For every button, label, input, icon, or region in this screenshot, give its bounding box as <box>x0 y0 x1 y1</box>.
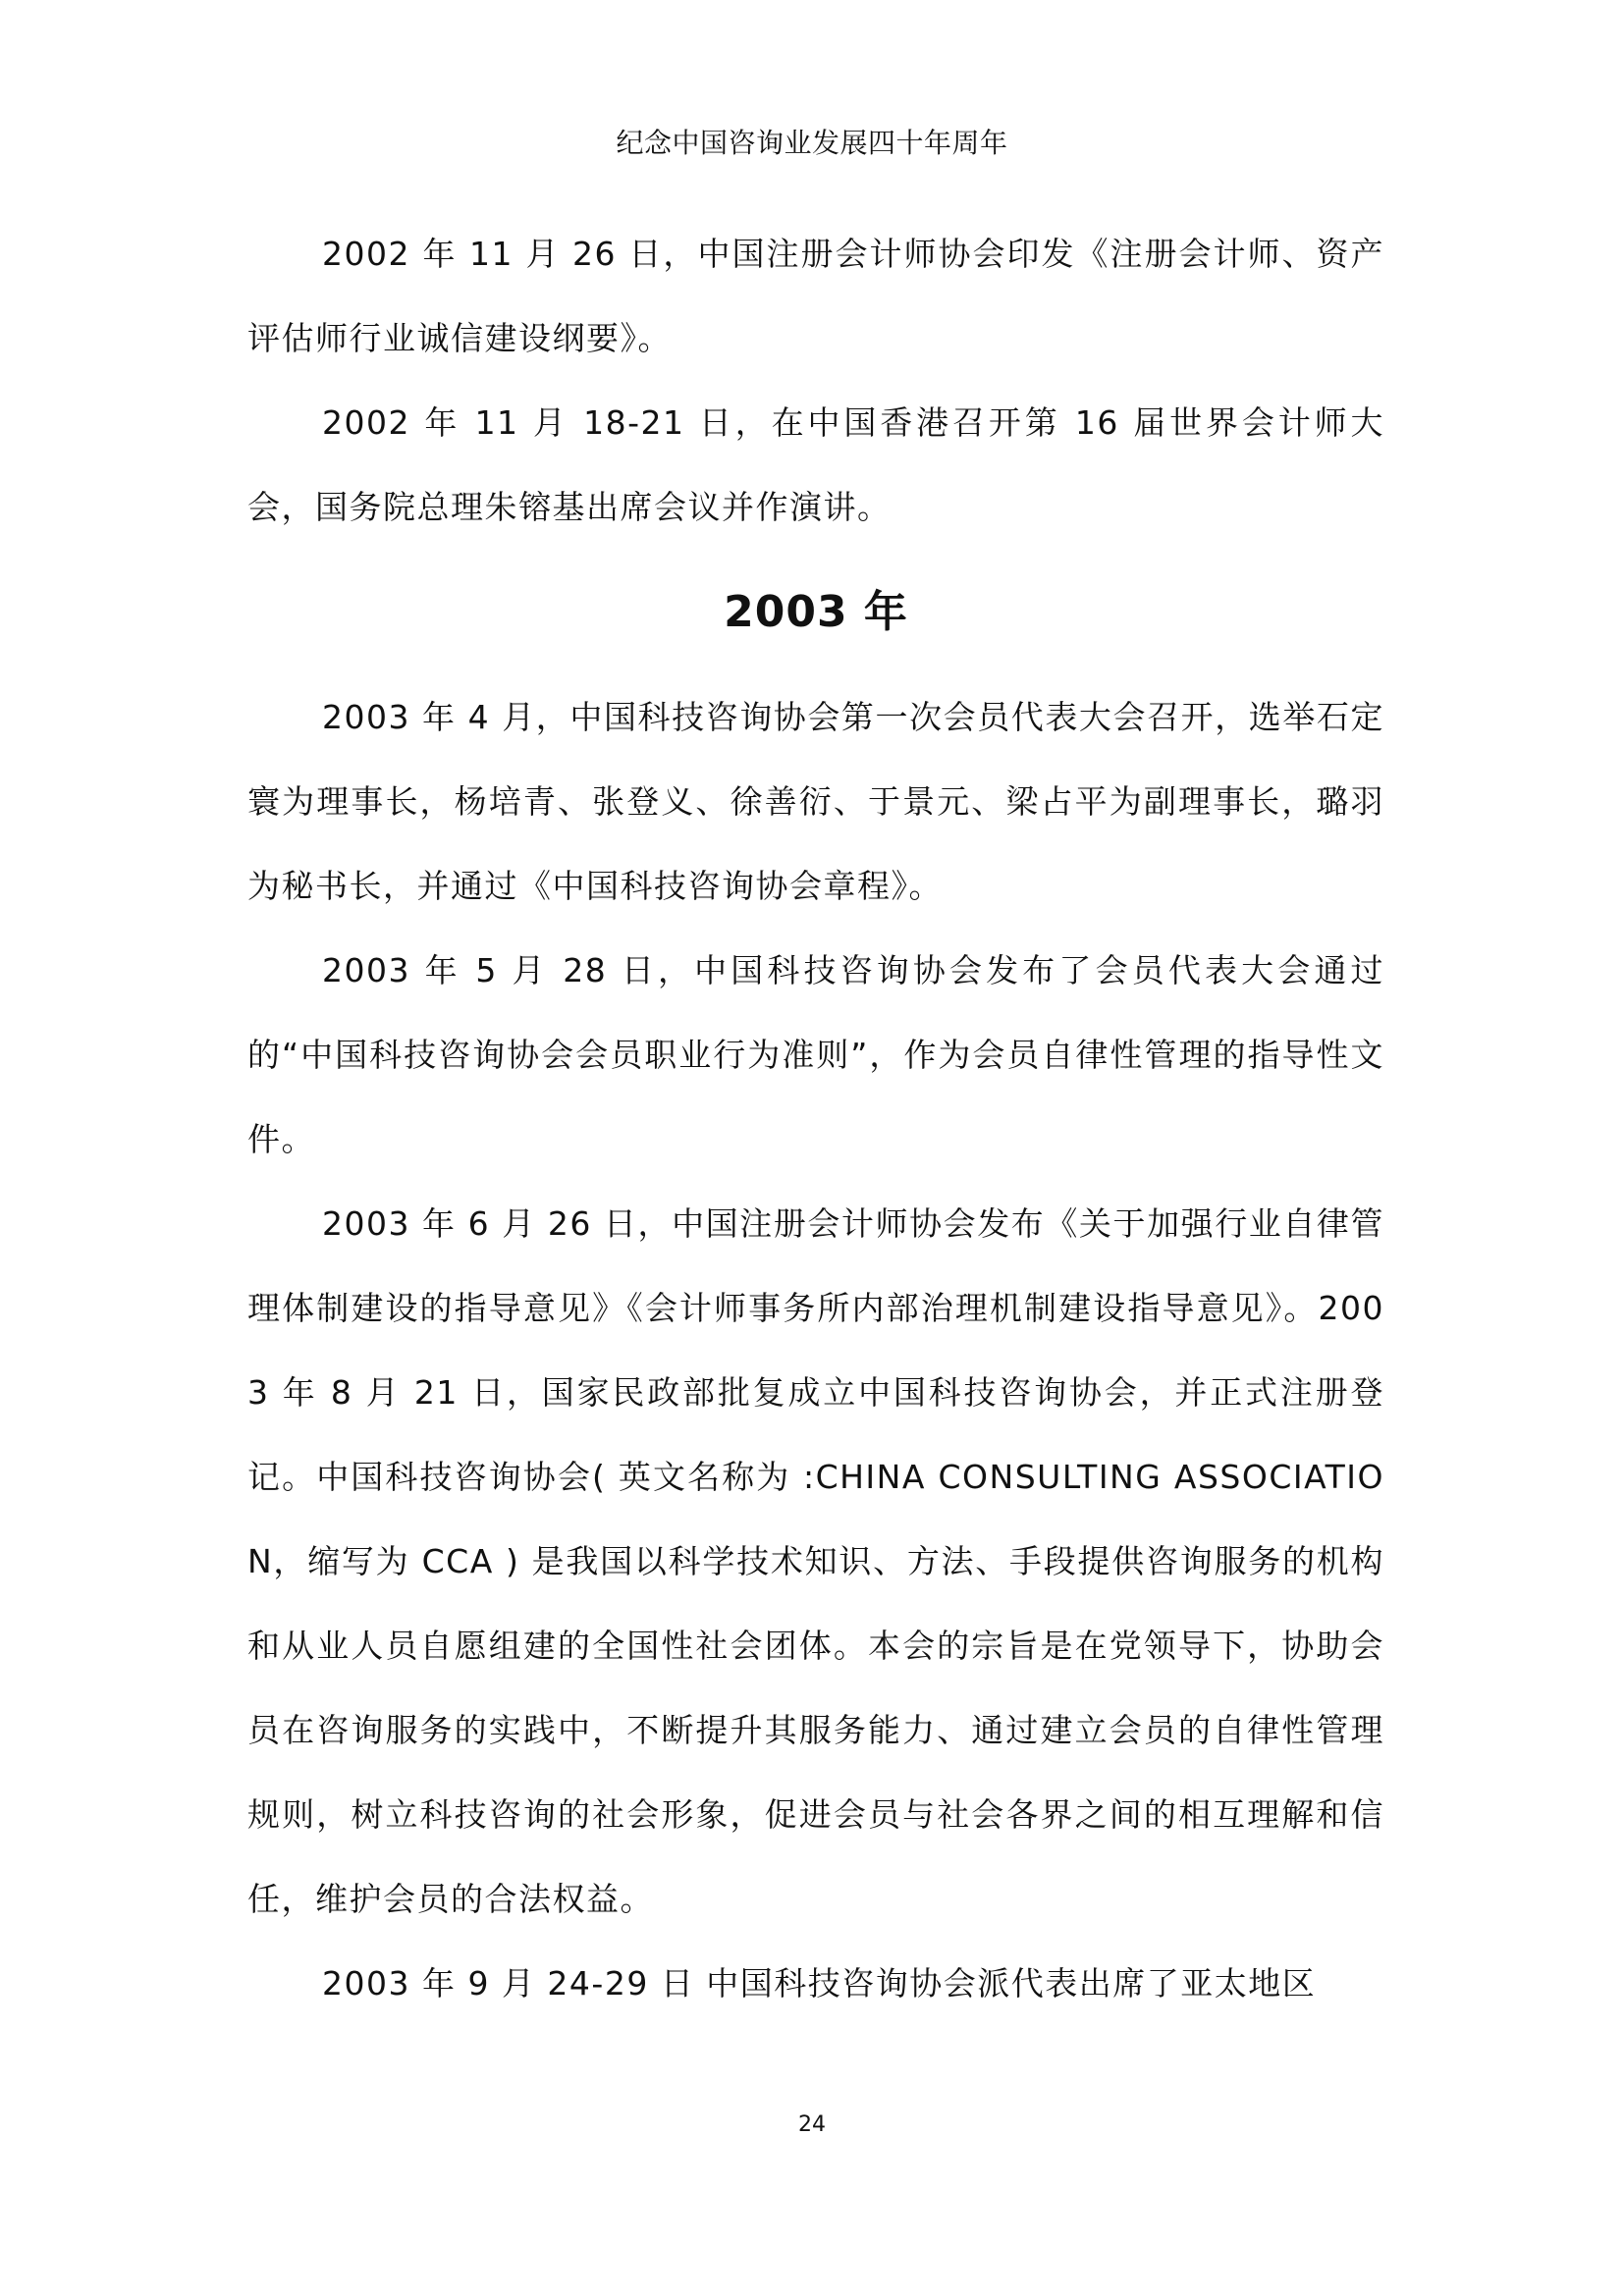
section-heading-2003: 2003 年 <box>724 587 908 637</box>
running-header: 纪念中国咨询业发展四十年周年 <box>616 127 1008 159</box>
paragraph-2002-nov-18-21: 2002 年 11 月 18-21 日，在中国香港召开第 16 届世界会计师大会，国务院总理朱镕基出席会议并作演讲。 <box>247 403 1384 526</box>
paragraph-2002-nov-26: 2002 年 11 月 26 日，中国注册会计师协会印发《注册会计师、资产评估师行业诚信建设纲要》。 <box>247 235 1384 357</box>
paragraph-2003-jun-aug: 2003 年 6 月 26 日，中国注册会计师协会发布《关于加强行业自律管理体制建设的指导意见》《会计师事务所内部治理机制建设指导意见》。2003 年 8 月 21 日，国家民政部批复成立中国科技咨询协会，并正式注册登记。中国科技咨询协会( 英文名称为 :CHINA CONSULTING ASSOCIATION，缩写为 CCA ) 是我国以科学技术知识、方法、手段提供咨询服务的机构和从业人员自愿组建的全国性社会团体。本会的宗旨是在党领导下，协助会员在咨询服务的实践中，不断提升其服务能力、通过建立会员的自律性管理规则，树立科技咨询的社会形象，促进会员与社会各界之间的相互理解和信任，维护会员的合法权益。 <box>247 1204 1384 1918</box>
body-text <box>247 212 1384 2026</box>
paragraph-2003-may-28: 2003 年 5 月 28 日，中国科技咨询协会发布了会员代表大会通过的“中国科技咨询协会会员职业行为准则”，作为会员自律性管理的指导性文件。 <box>247 951 1384 1158</box>
paragraph-2003-apr: 2003 年 4 月，中国科技咨询协会第一次会员代表大会召开，选举石定寰为理事长，杨培青、张登义、徐善衍、于景元、梁占平为副理事长，璐羽为秘书长，并通过《中国科技咨询协会章程》。 <box>247 698 1384 905</box>
paragraph-2003-sep: 2003 年 9 月 24-29 日 中国科技咨询协会派代表出席了亚太地区 <box>322 1964 1317 2002</box>
page-number: 24 <box>798 2112 826 2137</box>
